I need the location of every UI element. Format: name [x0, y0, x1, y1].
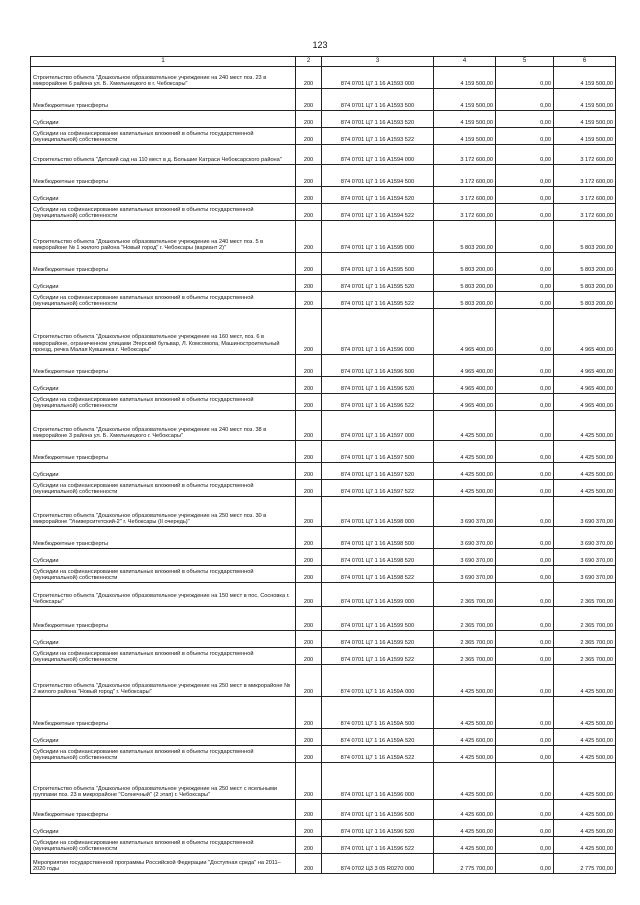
row-description: Субсидии — [31, 187, 296, 204]
row-code: 200 — [296, 854, 322, 874]
row-description: Межбюджетные трансферты — [31, 800, 296, 820]
row-amount-col5: 0,00 — [496, 729, 554, 746]
row-amount-col4: 4 425 500,00 — [434, 441, 496, 463]
row-classification: 874 0701 Ц7 1 16 А159А 522 — [322, 746, 434, 763]
row-amount-col4: 4 425 500,00 — [434, 763, 496, 800]
row-description: Строительство объекта "Дошкольное образовательное учреждение на 240 мест поз. 23 в микрорайоне 6 района ул. Б. Хмельницкого в г. Чебоксары" — [31, 67, 296, 89]
row-amount-col6: 3 172 600,00 — [554, 187, 616, 204]
table-row — [31, 800, 616, 820]
table-row — [31, 128, 616, 145]
row-classification: 874 0701 Ц7 1 16 А1594 522 — [322, 204, 434, 221]
row-code: 200 — [296, 411, 322, 441]
table-row — [31, 441, 616, 463]
row-classification: 874 0701 Ц7 1 16 А1595 522 — [322, 292, 434, 309]
row-code: 200 — [296, 763, 322, 800]
row-amount-col6: 3 172 600,00 — [554, 165, 616, 187]
row-amount-col4: 4 425 500,00 — [434, 463, 496, 480]
row-description: Мероприятия государственной программы Российской Федерации "Доступная среда" на 2011–2020 годы — [31, 854, 296, 874]
row-classification: 874 0701 Ц7 1 16 А1596 000 — [322, 763, 434, 800]
row-amount-col6: 3 690 370,00 — [554, 527, 616, 549]
row-amount-col5: 0,00 — [496, 566, 554, 583]
table-row — [31, 67, 616, 89]
row-amount-col5: 0,00 — [496, 165, 554, 187]
row-amount-col4: 4 425 600,00 — [434, 800, 496, 820]
row-code: 200 — [296, 729, 322, 746]
row-code: 200 — [296, 128, 322, 145]
table-row — [31, 394, 616, 411]
row-amount-col4: 4 425 500,00 — [434, 480, 496, 497]
row-amount-col6: 3 172 600,00 — [554, 204, 616, 221]
row-classification: 874 0701 Ц7 1 16 А1599 000 — [322, 583, 434, 607]
row-amount-col4: 2 365 700,00 — [434, 583, 496, 607]
table-row — [31, 527, 616, 549]
row-code: 200 — [296, 648, 322, 665]
row-code: 200 — [296, 309, 322, 355]
row-amount-col6: 3 690 370,00 — [554, 497, 616, 527]
table-row — [31, 746, 616, 763]
row-description: Строительство объекта "Дошкольное образовательное учреждение на 250 мест поз. 30 в микрорайоне "Университетский-2" г. Чебоксары (II очередь)" — [31, 497, 296, 527]
row-amount-col6: 2 365 700,00 — [554, 607, 616, 631]
row-amount-col5: 0,00 — [496, 411, 554, 441]
row-amount-col6: 4 425 500,00 — [554, 697, 616, 729]
row-amount-col5: 0,00 — [496, 854, 554, 874]
row-amount-col4: 4 159 500,00 — [434, 67, 496, 89]
column-header-2: 2 — [296, 57, 322, 67]
row-classification: 874 0701 Ц7 1 16 А1595 520 — [322, 275, 434, 292]
row-amount-col4: 5 803 200,00 — [434, 292, 496, 309]
row-amount-col6: 4 425 500,00 — [554, 665, 616, 697]
row-description: Субсидии на софинансирование капитальных вложений в объекты государственной (муниципальной) собственности — [31, 128, 296, 145]
table-row — [31, 665, 616, 697]
row-classification: 874 0701 Ц7 1 16 А1596 522 — [322, 837, 434, 854]
row-description: Субсидии — [31, 729, 296, 746]
table-row — [31, 145, 616, 165]
row-description: Строительство объекта "Дошкольное образовательное учреждение на 160 мест, поз. 6 в микрорайоне, ограниченном улицами Эгерский бульвар, Л. Комсомола, Машиностроительный проезд, речка Малая Кувшинка г. Чебоксары" — [31, 309, 296, 355]
row-code: 200 — [296, 583, 322, 607]
row-code: 200 — [296, 204, 322, 221]
table-row — [31, 583, 616, 607]
row-amount-col4: 4 965 400,00 — [434, 394, 496, 411]
row-amount-col5: 0,00 — [496, 697, 554, 729]
row-amount-col5: 0,00 — [496, 145, 554, 165]
row-amount-col4: 4 965 400,00 — [434, 309, 496, 355]
row-amount-col6: 5 803 200,00 — [554, 253, 616, 275]
row-description: Межбюджетные трансферты — [31, 89, 296, 111]
row-amount-col4: 4 425 500,00 — [434, 411, 496, 441]
column-header-1: 1 — [31, 57, 296, 67]
table-row — [31, 355, 616, 377]
row-amount-col6: 2 365 700,00 — [554, 631, 616, 648]
row-amount-col4: 2 365 700,00 — [434, 631, 496, 648]
row-code: 200 — [296, 355, 322, 377]
row-description: Строительство объекта "Дошкольное образовательное учреждение на 240 мест поз. 38 в микрорайоне 3 района ул. Б. Хмельницкого г. Чебоксары" — [31, 411, 296, 441]
row-amount-col5: 0,00 — [496, 480, 554, 497]
row-code: 200 — [296, 292, 322, 309]
table-row — [31, 187, 616, 204]
row-amount-col6: 4 965 400,00 — [554, 377, 616, 394]
row-description: Субсидии на софинансирование капитальных вложений в объекты государственной (муниципальной) собственности — [31, 566, 296, 583]
row-classification: 874 0702 Ц3 3 05 R0270 000 — [322, 854, 434, 874]
row-amount-col4: 4 159 500,00 — [434, 128, 496, 145]
row-code: 200 — [296, 566, 322, 583]
row-amount-col6: 4 965 400,00 — [554, 394, 616, 411]
row-code: 200 — [296, 820, 322, 837]
table-row — [31, 480, 616, 497]
table-row — [31, 763, 616, 800]
row-amount-col6: 4 425 500,00 — [554, 837, 616, 854]
header-row — [31, 57, 616, 67]
row-amount-col5: 0,00 — [496, 309, 554, 355]
row-description: Межбюджетные трансферты — [31, 607, 296, 631]
row-amount-col6: 5 803 200,00 — [554, 275, 616, 292]
row-code: 200 — [296, 187, 322, 204]
row-code: 200 — [296, 441, 322, 463]
table-row — [31, 111, 616, 128]
row-description: Строительство объекта "Дошкольное образовательное учреждение на 150 мест в пос. Сосновка г. Чебоксары" — [31, 583, 296, 607]
row-amount-col5: 0,00 — [496, 527, 554, 549]
row-classification: 874 0701 Ц7 1 16 А1598 522 — [322, 566, 434, 583]
row-amount-col5: 0,00 — [496, 463, 554, 480]
row-amount-col6: 2 775 700,00 — [554, 854, 616, 874]
row-amount-col5: 0,00 — [496, 763, 554, 800]
row-amount-col5: 0,00 — [496, 800, 554, 820]
row-amount-col5: 0,00 — [496, 111, 554, 128]
table-row — [31, 837, 616, 854]
table-row — [31, 631, 616, 648]
row-amount-col4: 3 172 600,00 — [434, 165, 496, 187]
table-row — [31, 309, 616, 355]
row-code: 200 — [296, 480, 322, 497]
row-classification: 874 0701 Ц7 1 16 А1594 520 — [322, 187, 434, 204]
row-description: Субсидии — [31, 549, 296, 566]
row-amount-col5: 0,00 — [496, 820, 554, 837]
row-code: 200 — [296, 275, 322, 292]
row-amount-col4: 3 690 370,00 — [434, 527, 496, 549]
column-header-6: 6 — [554, 57, 616, 67]
row-amount-col4: 4 159 500,00 — [434, 111, 496, 128]
table-row — [31, 729, 616, 746]
column-header-4: 4 — [434, 57, 496, 67]
row-amount-col5: 0,00 — [496, 377, 554, 394]
row-classification: 874 0701 Ц7 1 16 А1593 000 — [322, 67, 434, 89]
row-description: Субсидии на софинансирование капитальных вложений в объекты государственной (муниципальной) собственности — [31, 480, 296, 497]
row-code: 200 — [296, 497, 322, 527]
row-code: 200 — [296, 837, 322, 854]
row-amount-col6: 4 425 500,00 — [554, 746, 616, 763]
row-amount-col4: 4 425 500,00 — [434, 665, 496, 697]
row-description: Строительство объекта "Дошкольное образовательное учреждение на 250 мест с ясельными группами поз. 23 в микрорайоне "Солнечный" (2 этап) г. Чебоксары" — [31, 763, 296, 800]
row-description: Субсидии на софинансирование капитальных вложений в объекты государственной (муниципальной) собственности — [31, 394, 296, 411]
row-amount-col5: 0,00 — [496, 497, 554, 527]
row-code: 200 — [296, 665, 322, 697]
row-code: 200 — [296, 394, 322, 411]
row-amount-col5: 0,00 — [496, 441, 554, 463]
row-amount-col4: 2 365 700,00 — [434, 607, 496, 631]
row-amount-col5: 0,00 — [496, 89, 554, 111]
row-description: Межбюджетные трансферты — [31, 253, 296, 275]
table-row — [31, 820, 616, 837]
table-row — [31, 497, 616, 527]
row-amount-col6: 4 425 500,00 — [554, 441, 616, 463]
row-amount-col5: 0,00 — [496, 355, 554, 377]
row-classification: 874 0701 Ц7 1 16 А159А 500 — [322, 697, 434, 729]
table-body — [31, 67, 616, 874]
row-classification: 874 0701 Ц7 1 16 А1597 522 — [322, 480, 434, 497]
table-row — [31, 165, 616, 187]
row-amount-col6: 3 690 370,00 — [554, 549, 616, 566]
row-description: Субсидии — [31, 463, 296, 480]
row-classification: 874 0701 Ц7 1 16 А1599 522 — [322, 648, 434, 665]
row-amount-col6: 2 365 700,00 — [554, 648, 616, 665]
row-amount-col4: 5 803 200,00 — [434, 253, 496, 275]
row-amount-col6: 5 803 200,00 — [554, 292, 616, 309]
row-classification: 874 0701 Ц7 1 16 А1598 500 — [322, 527, 434, 549]
table-row — [31, 549, 616, 566]
row-amount-col4: 3 690 370,00 — [434, 566, 496, 583]
row-amount-col5: 0,00 — [496, 221, 554, 253]
row-code: 200 — [296, 800, 322, 820]
row-classification: 874 0701 Ц7 1 16 А1597 520 — [322, 463, 434, 480]
table-row — [31, 292, 616, 309]
row-amount-col6: 4 159 500,00 — [554, 111, 616, 128]
row-classification: 874 0701 Ц7 1 16 А1596 500 — [322, 355, 434, 377]
row-classification: 874 0701 Ц7 1 16 А1598 000 — [322, 497, 434, 527]
row-description: Межбюджетные трансферты — [31, 697, 296, 729]
column-header-3: 3 — [322, 57, 434, 67]
row-amount-col5: 0,00 — [496, 253, 554, 275]
row-classification: 874 0701 Ц7 1 16 А1593 522 — [322, 128, 434, 145]
row-code: 200 — [296, 89, 322, 111]
row-amount-col5: 0,00 — [496, 187, 554, 204]
row-classification: 874 0701 Ц7 1 16 А1598 520 — [322, 549, 434, 566]
table-row — [31, 566, 616, 583]
row-code: 200 — [296, 607, 322, 631]
row-classification: 874 0701 Ц7 1 16 А1596 500 — [322, 800, 434, 820]
row-amount-col4: 4 425 500,00 — [434, 837, 496, 854]
row-code: 200 — [296, 527, 322, 549]
row-description: Строительство объекта "Дошкольное образовательное учреждение на 240 мест поз. 5 в микрорайоне № 1 жилого района "Новый город" г. Чебоксары (вариант 2)" — [31, 221, 296, 253]
row-code: 200 — [296, 145, 322, 165]
row-code: 200 — [296, 549, 322, 566]
row-amount-col5: 0,00 — [496, 607, 554, 631]
row-amount-col6: 4 965 400,00 — [554, 355, 616, 377]
table-row — [31, 253, 616, 275]
row-amount-col6: 4 425 500,00 — [554, 763, 616, 800]
row-description: Субсидии на софинансирование капитальных вложений в объекты государственной (муниципальной) собственности — [31, 746, 296, 763]
row-description: Межбюджетные трансферты — [31, 355, 296, 377]
row-description: Субсидии — [31, 820, 296, 837]
table-row — [31, 697, 616, 729]
row-amount-col4: 4 425 500,00 — [434, 697, 496, 729]
row-amount-col6: 4 425 500,00 — [554, 729, 616, 746]
row-amount-col4: 3 172 600,00 — [434, 145, 496, 165]
row-amount-col4: 4 425 600,00 — [434, 729, 496, 746]
row-description: Межбюджетные трансферты — [31, 441, 296, 463]
row-description: Межбюджетные трансферты — [31, 165, 296, 187]
row-classification: 874 0701 Ц7 1 16 А1599 500 — [322, 607, 434, 631]
row-amount-col4: 5 803 200,00 — [434, 275, 496, 292]
table-row — [31, 221, 616, 253]
row-classification: 874 0701 Ц7 1 16 А1596 520 — [322, 820, 434, 837]
row-code: 200 — [296, 221, 322, 253]
row-code: 200 — [296, 746, 322, 763]
row-description: Субсидии на софинансирование капитальных вложений в объекты государственной (муниципальной) собственности — [31, 292, 296, 309]
row-description: Субсидии на софинансирование капитальных вложений в объекты государственной (муниципальной) собственности — [31, 204, 296, 221]
row-amount-col5: 0,00 — [496, 204, 554, 221]
table-row — [31, 607, 616, 631]
row-amount-col5: 0,00 — [496, 292, 554, 309]
table-row — [31, 854, 616, 874]
row-amount-col5: 0,00 — [496, 549, 554, 566]
row-description: Субсидии — [31, 631, 296, 648]
row-classification: 874 0701 Ц7 1 16 А159А 000 — [322, 665, 434, 697]
row-amount-col6: 5 803 200,00 — [554, 221, 616, 253]
row-amount-col6: 4 425 500,00 — [554, 463, 616, 480]
row-amount-col4: 4 425 500,00 — [434, 820, 496, 837]
row-classification: 874 0701 Ц7 1 16 А1596 000 — [322, 309, 434, 355]
table-row — [31, 463, 616, 480]
row-amount-col5: 0,00 — [496, 67, 554, 89]
row-amount-col6: 4 159 500,00 — [554, 89, 616, 111]
row-classification: 874 0701 Ц7 1 16 А159А 520 — [322, 729, 434, 746]
row-amount-col6: 4 425 500,00 — [554, 411, 616, 441]
row-amount-col5: 0,00 — [496, 837, 554, 854]
row-code: 200 — [296, 697, 322, 729]
row-amount-col4: 4 965 400,00 — [434, 377, 496, 394]
row-classification: 874 0701 Ц7 1 16 А1597 000 — [322, 411, 434, 441]
row-description: Межбюджетные трансферты — [31, 527, 296, 549]
row-amount-col4: 4 965 400,00 — [434, 355, 496, 377]
row-amount-col4: 3 690 370,00 — [434, 549, 496, 566]
row-amount-col4: 3 172 600,00 — [434, 187, 496, 204]
row-description: Строительство объекта "Детский сад на 110 мест в д. Большие Катраси Чебоксарского района" — [31, 145, 296, 165]
row-amount-col6: 3 690 370,00 — [554, 566, 616, 583]
table-row — [31, 204, 616, 221]
row-amount-col4: 2 365 700,00 — [434, 648, 496, 665]
row-amount-col5: 0,00 — [496, 648, 554, 665]
row-description: Строительство объекта "Дошкольное образовательное учреждение на 250 мест в микрорайоне № 2 жилого района "Новый город" г. Чебоксары" — [31, 665, 296, 697]
row-description: Субсидии — [31, 275, 296, 292]
row-amount-col5: 0,00 — [496, 583, 554, 607]
row-code: 200 — [296, 67, 322, 89]
column-header-5: 5 — [496, 57, 554, 67]
row-amount-col5: 0,00 — [496, 128, 554, 145]
row-classification: 874 0701 Ц7 1 16 А1597 500 — [322, 441, 434, 463]
table-row — [31, 275, 616, 292]
row-amount-col4: 3 172 600,00 — [434, 204, 496, 221]
row-code: 200 — [296, 631, 322, 648]
row-amount-col6: 4 965 400,00 — [554, 309, 616, 355]
row-classification: 874 0701 Ц7 1 16 А1595 500 — [322, 253, 434, 275]
row-code: 200 — [296, 463, 322, 480]
row-classification: 874 0701 Ц7 1 16 А1599 520 — [322, 631, 434, 648]
row-amount-col6: 2 365 700,00 — [554, 583, 616, 607]
row-amount-col6: 4 425 500,00 — [554, 800, 616, 820]
row-classification: 874 0701 Ц7 1 16 А1594 500 — [322, 165, 434, 187]
row-description: Субсидии на софинансирование капитальных вложений в объекты государственной (муниципальной) собственности — [31, 648, 296, 665]
row-amount-col6: 4 159 500,00 — [554, 67, 616, 89]
table-row — [31, 89, 616, 111]
page-number: 123 — [312, 40, 328, 50]
row-description: Субсидии — [31, 377, 296, 394]
row-code: 200 — [296, 253, 322, 275]
row-amount-col4: 5 803 200,00 — [434, 221, 496, 253]
row-classification: 874 0701 Ц7 1 16 А1595 000 — [322, 221, 434, 253]
row-amount-col4: 4 159 500,00 — [434, 89, 496, 111]
row-code: 200 — [296, 377, 322, 394]
row-code: 200 — [296, 165, 322, 187]
budget-table — [30, 56, 616, 874]
row-amount-col4: 4 425 500,00 — [434, 746, 496, 763]
row-amount-col4: 3 690 370,00 — [434, 497, 496, 527]
row-classification: 874 0701 Ц7 1 16 А1593 520 — [322, 111, 434, 128]
row-amount-col5: 0,00 — [496, 665, 554, 697]
row-amount-col5: 0,00 — [496, 631, 554, 648]
row-description: Субсидии — [31, 111, 296, 128]
row-amount-col6: 3 172 600,00 — [554, 145, 616, 165]
row-description: Субсидии на софинансирование капитальных вложений в объекты государственной (муниципальной) собственности — [31, 837, 296, 854]
row-code: 200 — [296, 111, 322, 128]
table-row — [31, 648, 616, 665]
table-row — [31, 377, 616, 394]
row-classification: 874 0701 Ц7 1 16 А1594 000 — [322, 145, 434, 165]
row-amount-col6: 4 425 500,00 — [554, 820, 616, 837]
table-row — [31, 411, 616, 441]
row-classification: 874 0701 Ц7 1 16 А1593 500 — [322, 89, 434, 111]
row-amount-col6: 4 425 500,00 — [554, 480, 616, 497]
row-amount-col5: 0,00 — [496, 275, 554, 292]
row-amount-col4: 2 775 700,00 — [434, 854, 496, 874]
row-amount-col6: 4 159 500,00 — [554, 128, 616, 145]
row-classification: 874 0701 Ц7 1 16 А1596 520 — [322, 377, 434, 394]
row-amount-col5: 0,00 — [496, 746, 554, 763]
row-classification: 874 0701 Ц7 1 16 А1596 522 — [322, 394, 434, 411]
row-amount-col5: 0,00 — [496, 394, 554, 411]
